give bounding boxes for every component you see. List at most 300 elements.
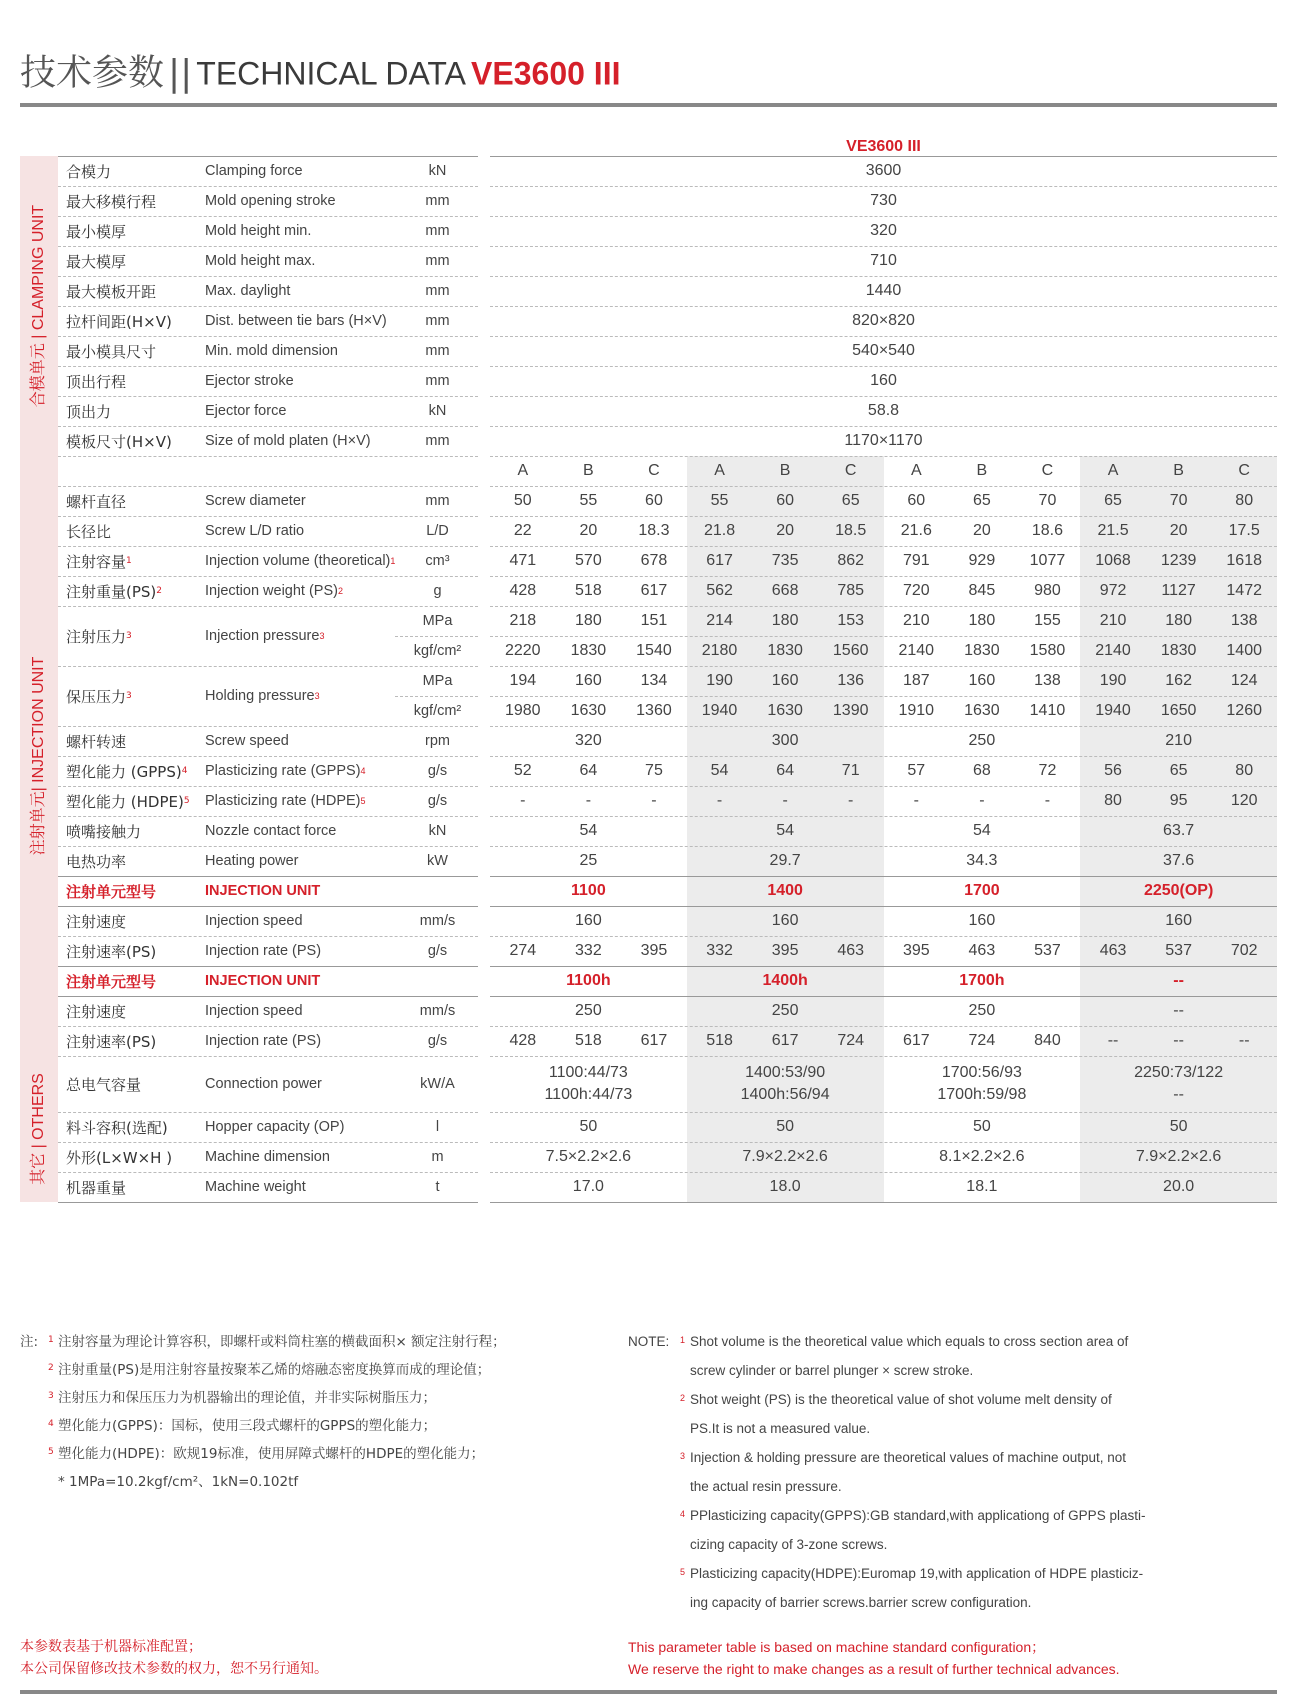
value-cell: 64 — [579, 762, 598, 779]
param-name-cn — [66, 546, 201, 576]
param-unit: g/s — [427, 1033, 448, 1049]
param-name-en-text: Injection speed — [205, 913, 303, 929]
group-value-cell: 1400 — [767, 882, 803, 899]
value-cell: A — [714, 462, 725, 479]
value-cell: -- — [1238, 1032, 1250, 1049]
value-cell: 180 — [575, 612, 602, 629]
note-text: the actual resin pressure. — [690, 1479, 842, 1494]
param-name-en — [205, 1056, 415, 1112]
param-unit: mm — [425, 223, 450, 239]
param-name-cn — [66, 606, 201, 666]
value-cell: 463 — [837, 942, 865, 959]
notes-cn-label: 注: — [20, 1334, 39, 1350]
value-cell: A — [517, 462, 529, 479]
notes-en — [628, 1330, 1278, 1620]
value-cell: 1940 — [1095, 702, 1131, 719]
value-cell: 70 — [1038, 492, 1057, 509]
param-name-cn-text: 保压压力 — [66, 687, 127, 706]
value-cell: 1630 — [964, 702, 1000, 719]
note-line — [690, 1533, 887, 1557]
group-value-cell: 160 — [771, 912, 799, 929]
param-unit: mm/s — [419, 1003, 456, 1019]
value-cell: 332 — [706, 942, 733, 959]
value-cell: 20 — [1169, 522, 1188, 539]
footnote-ref: 3 — [314, 691, 320, 701]
param-name-en-text: Screw speed — [205, 733, 289, 749]
param-name-cn — [66, 486, 201, 516]
param-unit: mm — [425, 313, 450, 329]
value-cell: 52 — [513, 762, 532, 779]
value-cell: - — [1044, 792, 1051, 809]
note-line — [680, 1446, 1127, 1470]
param-name-en-text: Screw diameter — [205, 493, 306, 509]
value-cell: C — [844, 462, 857, 479]
param-name-cn — [66, 786, 201, 816]
param-name-en — [205, 1172, 415, 1202]
note-text: Injection & holding pressure are theoretical values of machine output, not — [690, 1450, 1127, 1465]
group-value-cell: 1100h — [566, 972, 611, 989]
value-cell: 72 — [1038, 762, 1057, 779]
param-name-cn — [66, 516, 201, 546]
clamping-value: 710 — [870, 252, 897, 269]
footnote-ref: 3 — [126, 691, 132, 701]
clamping-value: 820×820 — [852, 312, 915, 329]
note-line — [690, 1591, 1031, 1615]
param-name-cn-text: 注射单元型号 — [66, 972, 157, 991]
value-cell: 678 — [640, 552, 668, 569]
group-value-cell: 1700 — [964, 882, 1000, 899]
param-name-en-text: Ejector force — [205, 403, 287, 419]
param-unit: t — [435, 1179, 440, 1195]
value-cell: 1077 — [1029, 552, 1066, 569]
note-text: 注射压力和保压压力为机器输出的理论值，并非实际树脂压力； — [58, 1390, 436, 1406]
value-cell: 1580 — [1029, 642, 1066, 659]
param-name-en-text: Injection weight (PS) — [205, 583, 338, 599]
model-header: VE3600 III — [846, 138, 921, 155]
param-unit: g — [433, 583, 442, 599]
param-name-cn-text: 总电气容量 — [66, 1075, 142, 1094]
group-value-cell: 54 — [776, 822, 795, 839]
param-name-cn-text: 塑化能力 (GPPS) — [66, 762, 182, 781]
value-cell: 735 — [771, 552, 799, 569]
value-cell: 80 — [1104, 792, 1122, 809]
param-name-cn — [66, 1112, 201, 1142]
param-unit: mm — [425, 493, 450, 509]
connection-power-line: 1700:56/93 — [941, 1064, 1022, 1081]
param-name-cn-text: 塑化能力 (HDPE) — [66, 792, 184, 811]
footnote-ref: 1 — [390, 556, 396, 566]
param-name-en-text: Hopper capacity (OP) — [205, 1119, 345, 1135]
param-name-en — [205, 516, 415, 546]
value-cell: 55 — [579, 492, 598, 509]
value-cell: 80 — [1235, 492, 1254, 509]
value-cell: 2180 — [701, 642, 738, 659]
note-line — [690, 1417, 870, 1441]
param-name-cn — [66, 966, 201, 996]
footnote-number: 4 — [48, 1419, 54, 1429]
param-name-en-text: Injection speed — [205, 1003, 303, 1019]
param-name-cn-text: 料斗容积(选配) — [66, 1118, 168, 1137]
value-cell: 617 — [706, 552, 733, 569]
value-cell: -- — [1173, 1032, 1184, 1049]
param-name-cn — [66, 246, 201, 276]
value-cell: - — [716, 792, 723, 809]
note-text: 塑化能力(HDPE)：欧规19标准，使用屏障式螺杆的HDPE的塑化能力； — [58, 1446, 485, 1462]
value-cell: 518 — [706, 1032, 733, 1049]
row-divider — [490, 696, 1277, 697]
param-name-cn — [66, 426, 201, 456]
param-name-en — [205, 486, 415, 516]
param-name-en — [205, 996, 415, 1026]
group-value-cell: 7.9×2.2×2.6 — [742, 1148, 828, 1165]
param-name-en — [205, 246, 415, 276]
value-cell: - — [913, 792, 919, 809]
param-unit: mm/s — [419, 913, 456, 929]
value-cell: 668 — [771, 582, 799, 599]
param-name-cn — [66, 756, 201, 786]
value-cell: 180 — [1165, 612, 1192, 629]
connection-power-line: 1100:44/73 — [548, 1064, 628, 1081]
param-unit: MPa — [422, 613, 453, 629]
row-divider — [490, 1202, 1277, 1203]
value-cell: 155 — [1034, 612, 1061, 629]
section-label: 其它 | OTHERS — [30, 1073, 47, 1185]
param-unit: kN — [428, 163, 447, 179]
note-line — [58, 1470, 298, 1494]
group-value-cell: 50 — [579, 1118, 598, 1135]
value-cell: 1360 — [636, 702, 672, 719]
note-line — [680, 1330, 1129, 1354]
value-cell: 180 — [771, 612, 799, 629]
footnote-number: 3 — [48, 1391, 54, 1401]
clamping-value: 1440 — [865, 282, 902, 299]
param-name-en — [205, 876, 415, 906]
note-line — [48, 1414, 437, 1438]
param-name-en-text: Mold opening stroke — [205, 193, 336, 209]
param-name-en-text: Mold height max. — [205, 253, 316, 269]
value-cell: 1618 — [1226, 552, 1262, 569]
param-name-en — [205, 966, 415, 996]
param-unit: mm — [425, 343, 450, 359]
value-cell: 720 — [902, 582, 930, 599]
param-name-en — [205, 1142, 415, 1172]
row-divider — [395, 636, 478, 637]
param-name-cn-text: 模板尺寸(H×V) — [66, 432, 172, 451]
value-cell: - — [848, 792, 854, 809]
value-cell: 570 — [575, 552, 602, 569]
value-cell: 428 — [509, 582, 537, 599]
param-unit: cm³ — [425, 553, 450, 569]
param-name-en-text: Injection volume (theoretical) — [205, 553, 391, 569]
group-value-cell: 54 — [579, 822, 598, 839]
footer-en-line: This parameter table is based on machine standard configuration； — [628, 1639, 1046, 1655]
value-cell: 70 — [1169, 492, 1188, 509]
value-cell: 1940 — [701, 702, 738, 719]
param-name-en — [205, 216, 415, 246]
footnote-number: 2 — [48, 1363, 54, 1373]
param-name-cn-text: 注射速率(PS) — [66, 1032, 157, 1051]
value-cell: 21.6 — [900, 522, 932, 539]
param-name-en — [205, 606, 415, 666]
note-line — [48, 1358, 491, 1382]
connection-power-line: 1400:53/90 — [745, 1064, 826, 1081]
value-cell: - — [585, 792, 592, 809]
row-divider — [395, 696, 478, 697]
note-line — [680, 1504, 1146, 1528]
param-name-en-text: Dist. between tie bars (H×V) — [205, 313, 387, 329]
param-name-en — [205, 906, 415, 936]
value-cell: 50 — [513, 492, 532, 509]
value-cell: 138 — [1230, 612, 1258, 629]
title-separator: || — [168, 52, 193, 94]
param-name-cn-text: 合模力 — [66, 162, 112, 181]
param-unit: mm — [425, 253, 450, 269]
value-cell: 724 — [968, 1032, 996, 1049]
param-name-cn — [66, 1056, 201, 1112]
group-value-cell: 50 — [1169, 1118, 1188, 1135]
value-cell: B — [1173, 462, 1184, 479]
value-cell: 18.6 — [1031, 522, 1064, 539]
param-name-cn — [66, 306, 201, 336]
value-cell: 1068 — [1095, 552, 1131, 569]
value-cell: 138 — [1034, 672, 1061, 689]
value-cell: 617 — [640, 1032, 668, 1049]
footnote-ref: 5 — [183, 796, 190, 806]
footnote-number: 5 — [48, 1447, 54, 1457]
value-cell: 162 — [1165, 672, 1192, 689]
param-name-cn — [66, 876, 201, 906]
param-name-cn — [66, 336, 201, 366]
value-cell: 395 — [640, 942, 668, 959]
param-name-cn — [66, 396, 201, 426]
param-unit: rpm — [425, 733, 450, 749]
value-cell: 1540 — [636, 642, 672, 659]
note-text: 注射容量为理论计算容积，即螺杆或料筒柱塞的横截面积× 额定注射行程； — [58, 1334, 506, 1350]
param-name-cn — [66, 1026, 201, 1056]
value-cell: 20 — [579, 522, 598, 539]
title-en: TECHNICAL DATA — [196, 55, 466, 92]
value-cell: 65 — [1169, 762, 1188, 779]
footnote-ref: 2 — [337, 586, 343, 596]
group-value-cell: 63.7 — [1163, 822, 1195, 839]
value-cell: -- — [1107, 1032, 1119, 1049]
param-name-en — [205, 666, 415, 726]
param-name-cn — [66, 216, 201, 246]
notes-cn — [20, 1330, 630, 1498]
group-value-cell: 37.6 — [1163, 852, 1195, 869]
value-cell: 160 — [575, 672, 602, 689]
value-cell: - — [782, 792, 788, 809]
value-cell: 537 — [1034, 942, 1061, 959]
param-name-en — [205, 306, 415, 336]
section-label: 注射单元| INJECTION UNIT — [30, 656, 47, 856]
footnote-number: 2 — [680, 1393, 686, 1403]
value-cell: 1390 — [832, 702, 869, 719]
value-cell: A — [1107, 462, 1119, 479]
value-cell: 56 — [1104, 762, 1122, 779]
param-name-en-text: Plasticizing rate (HDPE) — [205, 793, 361, 809]
footer-cn-line: 本参数表基于机器标准配置； — [20, 1639, 202, 1655]
value-cell: 210 — [902, 612, 930, 629]
param-name-en — [205, 1026, 415, 1056]
note-text: PS.It is not a measured value. — [690, 1421, 871, 1436]
param-name-en — [205, 816, 415, 846]
param-name-cn-text: 注射速率(PS) — [66, 942, 157, 961]
note-line — [690, 1359, 973, 1383]
value-cell: C — [1238, 462, 1250, 479]
footnote-ref: 4 — [360, 766, 366, 776]
value-cell: 2140 — [1095, 642, 1131, 659]
note-line — [680, 1388, 1112, 1412]
param-name-cn-text: 注射压力 — [66, 627, 127, 646]
group-value-cell: 7.9×2.2×2.6 — [1135, 1148, 1222, 1165]
group-value-cell — [1080, 1056, 1277, 1112]
value-cell: C — [648, 462, 660, 479]
value-cell: 21.5 — [1097, 522, 1129, 539]
param-name-en — [205, 396, 415, 426]
param-name-en-text: Heating power — [205, 853, 299, 869]
footnote-number: 1 — [48, 1335, 54, 1345]
value-cell: 845 — [968, 582, 996, 599]
value-cell: 55 — [710, 492, 729, 509]
param-name-en-text: Mold height min. — [205, 223, 312, 239]
param-name-cn — [66, 996, 201, 1026]
param-name-cn-text: 最小模具尺寸 — [66, 342, 157, 361]
value-cell: 20 — [776, 522, 795, 539]
group-value-cell: 160 — [968, 912, 996, 929]
value-cell: 151 — [640, 612, 668, 629]
value-cell: 20 — [972, 522, 991, 539]
param-name-en-text: Clamping force — [205, 163, 303, 179]
param-unit: kgf/cm² — [413, 703, 462, 719]
group-value-cell: 18.0 — [769, 1178, 801, 1195]
footer-en-line: We reserve the right to make changes as a result of further technical advances. — [628, 1661, 1120, 1677]
param-name-cn — [66, 906, 201, 936]
param-unit: kN — [428, 403, 447, 419]
footnote-number: 5 — [680, 1567, 686, 1577]
group-value-cell: 250 — [771, 1002, 799, 1019]
value-cell: 60 — [907, 492, 926, 509]
param-name-cn-text: 顶出力 — [66, 402, 112, 421]
param-name-en-text: Size of mold platen (H×V) — [205, 433, 371, 449]
param-name-cn-text: 最大模板开距 — [66, 282, 157, 301]
param-name-en — [205, 576, 415, 606]
value-cell: 980 — [1034, 582, 1061, 599]
value-cell: 210 — [1099, 612, 1127, 629]
group-value-cell: 29.7 — [769, 852, 801, 869]
param-name-en-text: Plasticizing rate (GPPS) — [205, 763, 361, 779]
param-name-cn — [66, 666, 201, 726]
note-line — [680, 1562, 1144, 1586]
param-unit: kN — [428, 823, 447, 839]
value-cell: 785 — [837, 582, 865, 599]
note-line — [48, 1330, 506, 1354]
param-name-cn-text: 拉杆间距(H×V) — [66, 312, 172, 331]
param-name-cn-text: 注射容量 — [66, 552, 127, 571]
connection-power-line: 1700h:59/98 — [937, 1086, 1027, 1103]
value-cell: A — [910, 462, 922, 479]
param-name-en — [205, 786, 415, 816]
param-name-cn-text: 螺杆直径 — [66, 492, 127, 511]
footnote-ref: 4 — [181, 766, 188, 776]
footer-cn — [20, 1636, 328, 1680]
value-cell: 1560 — [832, 642, 869, 659]
value-cell: 187 — [902, 672, 930, 689]
param-name-en — [205, 756, 415, 786]
param-name-en-text: Injection rate (PS) — [205, 1033, 322, 1049]
group-value-cell — [687, 1056, 884, 1112]
group-value-cell: 17.0 — [572, 1178, 604, 1195]
param-name-cn — [66, 1172, 201, 1202]
param-name-cn — [66, 576, 201, 606]
footer-cn-line: 本公司保留修改技术参数的权力，恕不另行通知。 — [20, 1661, 328, 1677]
value-cell: 617 — [902, 1032, 930, 1049]
value-cell: 617 — [640, 582, 668, 599]
param-unit: m — [431, 1149, 444, 1165]
value-cell: 2140 — [898, 642, 935, 659]
param-name-en — [205, 336, 415, 366]
value-cell: 395 — [771, 942, 799, 959]
param-name-cn-text: 最大模厚 — [66, 252, 127, 271]
value-cell: 929 — [968, 552, 996, 569]
param-name-cn — [66, 816, 201, 846]
group-value-cell: 8.1×2.2×2.6 — [939, 1148, 1025, 1165]
connection-power-line: 1100h:44/73 — [544, 1086, 633, 1103]
group-value-cell: 1700h — [959, 972, 1005, 989]
value-cell: 95 — [1169, 792, 1188, 809]
param-unit: mm — [425, 373, 450, 389]
param-unit: kW — [427, 853, 448, 869]
group-value-cell: 1400h — [762, 972, 808, 989]
param-name-en-text: Holding pressure — [205, 688, 315, 704]
footnote-number: 3 — [680, 1451, 686, 1461]
value-cell: 518 — [575, 582, 602, 599]
param-unit: mm — [425, 433, 450, 449]
param-unit: MPa — [422, 673, 453, 689]
param-name-cn-text: 外形(L×W×H ) — [66, 1148, 173, 1167]
value-cell: 1980 — [504, 702, 541, 719]
value-cell: 702 — [1230, 942, 1258, 959]
param-name-cn-text: 长径比 — [66, 522, 112, 541]
group-value-cell: 320 — [575, 732, 602, 749]
row-divider — [490, 636, 1277, 637]
page-title — [20, 50, 620, 96]
clamping-value: 160 — [870, 372, 897, 389]
param-name-en — [205, 186, 415, 216]
param-name-en-text: Max. daylight — [205, 283, 291, 299]
param-unit: g/s — [427, 763, 448, 779]
footnote-number: 4 — [680, 1509, 686, 1519]
value-cell: 124 — [1230, 672, 1258, 689]
value-cell: 18.5 — [835, 522, 867, 539]
param-name-en-text: INJECTION UNIT — [205, 973, 321, 989]
param-name-cn — [66, 846, 201, 876]
param-name-en-text: Min. mold dimension — [205, 343, 338, 359]
value-cell: 190 — [706, 672, 733, 689]
connection-power-line: 2250:73/122 — [1134, 1064, 1224, 1081]
param-name-cn-text: 螺杆转速 — [66, 732, 127, 751]
row-divider — [58, 1202, 478, 1203]
param-name-cn-text: 机器重量 — [66, 1178, 127, 1197]
value-cell: 724 — [837, 1032, 865, 1049]
clamping-value: 3600 — [865, 162, 902, 179]
group-value-cell: 54 — [972, 822, 991, 839]
param-name-en — [205, 276, 415, 306]
param-name-en-text: Injection rate (PS) — [205, 943, 322, 959]
value-cell: 1630 — [767, 702, 803, 719]
clamping-value: 1170×1170 — [844, 432, 923, 449]
value-cell: 1400 — [1226, 642, 1262, 659]
